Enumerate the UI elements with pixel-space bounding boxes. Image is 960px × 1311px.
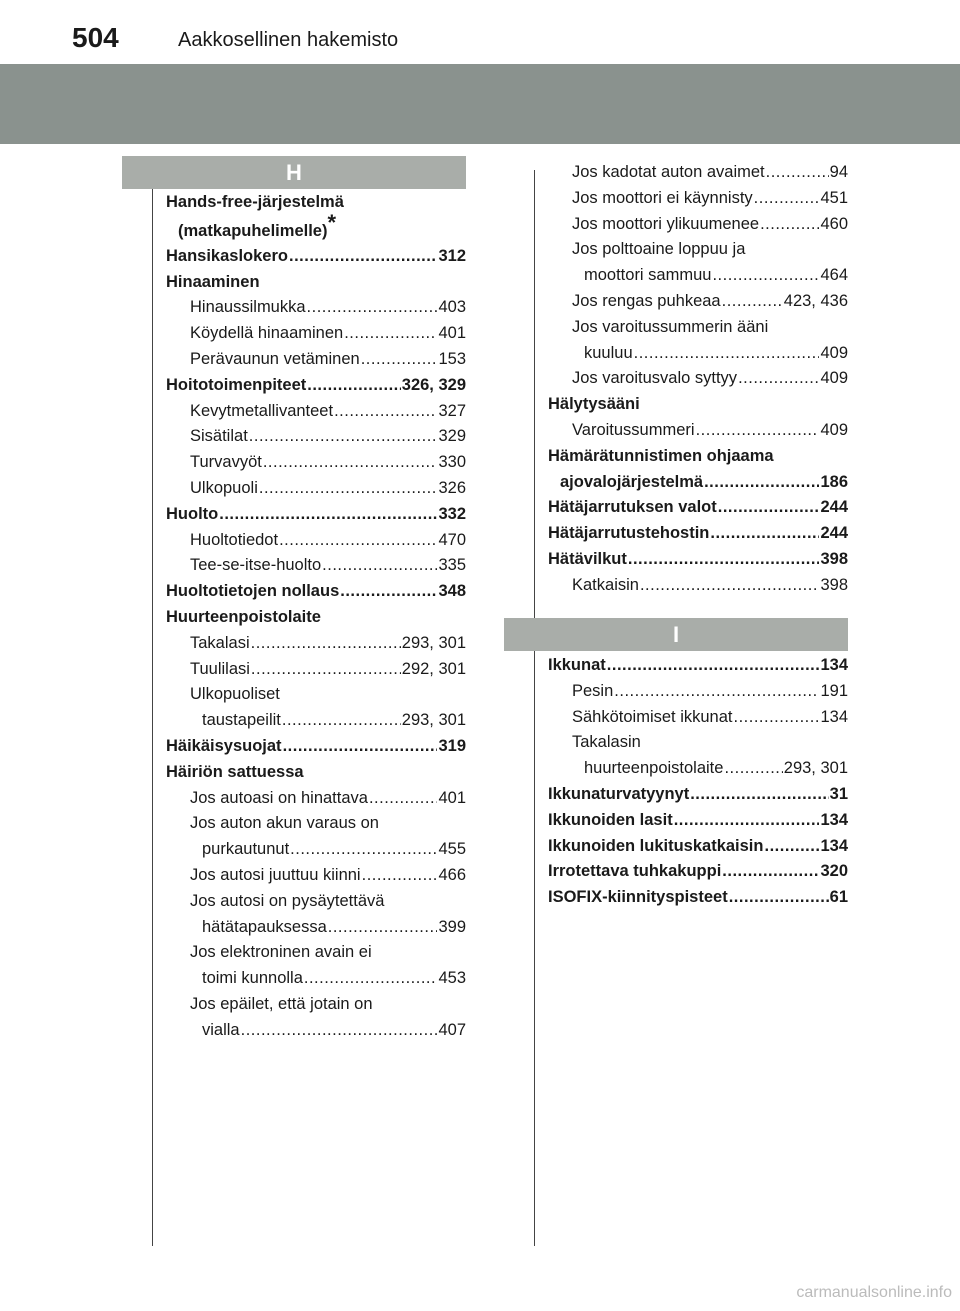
index-entry <box>548 315 848 341</box>
index-entry <box>166 940 466 966</box>
entry-pages: 409 <box>820 343 848 362</box>
entry-term: Hands-free-järjestelmä <box>166 193 344 211</box>
left-column-rule <box>152 186 153 1246</box>
index-entry <box>166 605 466 631</box>
index-entry <box>548 679 848 705</box>
right-column-rule <box>534 170 535 1246</box>
index-entry <box>548 392 848 418</box>
entry-term: huurteenpoistolaite <box>584 759 724 778</box>
entry-term: Takalasin <box>572 733 641 752</box>
index-entry <box>166 889 466 915</box>
entry-pages: 134 <box>820 656 848 674</box>
index-entry <box>548 885 848 911</box>
entry-term: Jos varoitussummerin ääni <box>572 317 769 336</box>
entry-term: Ikkunat <box>548 656 606 674</box>
index-entry <box>166 966 466 992</box>
right-index-column <box>548 160 848 599</box>
index-entry <box>166 863 466 889</box>
entry-pages: 134 <box>820 707 848 726</box>
entry-term: Hämärätunnistimen ohjaama <box>548 446 774 465</box>
page-number: 504 <box>72 22 119 53</box>
index-entry <box>166 450 466 476</box>
index-entry <box>548 834 848 860</box>
entry-pages: 320 <box>820 862 848 881</box>
index-entry <box>548 653 848 679</box>
index-entry <box>548 808 848 834</box>
entry-term: Varoitussummeri <box>572 420 695 439</box>
entry-term: Jos rengas puhkeaa <box>572 291 721 310</box>
index-entry <box>166 270 466 296</box>
right-index-column-i <box>548 653 848 911</box>
entry-pages: 401 <box>438 324 466 343</box>
entry-term: ISOFIX-kiinnityspisteet <box>548 888 728 907</box>
entry-term: Jos varoitusvalo syttyy <box>572 369 738 388</box>
entry-term: Huoltotiedot <box>190 530 279 549</box>
entry-pages: 326 <box>438 478 466 497</box>
entry-term: Kevytmetallivanteet <box>190 401 334 420</box>
index-entry <box>166 553 466 579</box>
index-entry <box>548 263 848 289</box>
entry-term: Ikkunaturvatyynyt <box>548 784 690 803</box>
asterisk-mark: * <box>327 209 337 235</box>
entry-pages: 460 <box>820 214 848 233</box>
index-entry <box>166 760 466 786</box>
entry-term: kuuluu <box>584 343 633 362</box>
index-entry <box>548 418 848 444</box>
index-entry <box>166 347 466 373</box>
entry-term: Sähkötoimiset ikkunat <box>572 707 733 726</box>
index-entry <box>548 160 848 186</box>
index-entry <box>166 786 466 812</box>
entry-term: Hoitotoimenpiteet <box>166 375 307 394</box>
index-entry <box>166 811 466 837</box>
entry-term: Hätäjarrutustehostin <box>548 524 710 543</box>
entry-term: Katkaisin <box>572 575 639 594</box>
entry-term: Hätävilkut <box>548 549 627 568</box>
entry-term: Hinaaminen <box>166 272 260 291</box>
entry-pages: 464 <box>820 266 848 285</box>
entry-term: ajovalojärjestelmä <box>560 472 704 491</box>
entry-pages: 403 <box>438 298 466 317</box>
index-entry <box>166 190 466 216</box>
entry-term: Ulkopuoli <box>190 478 258 497</box>
entry-pages: 455 <box>438 840 466 859</box>
entry-term: Hansikaslokero <box>166 246 288 265</box>
entry-term: Jos epäilet, että jotain on <box>190 994 373 1013</box>
index-entry <box>166 992 466 1018</box>
entry-term: (matkapuhelimelle)* <box>178 209 337 240</box>
section-header-i: I <box>504 618 848 651</box>
entry-term: vialla <box>202 1020 240 1039</box>
index-entry <box>166 915 466 941</box>
index-entry <box>166 399 466 425</box>
entry-pages: 409 <box>820 420 848 439</box>
index-entry <box>166 321 466 347</box>
entry-pages: 407 <box>438 1020 466 1039</box>
index-entry <box>166 373 466 399</box>
index-entry <box>166 295 466 321</box>
entry-pages: 326, 329 <box>401 375 466 394</box>
entry-pages: 292, 301 <box>401 659 466 678</box>
entry-term: Huolto <box>166 504 219 523</box>
entry-term: Jos auton akun varaus on <box>190 814 379 833</box>
entry-pages: 61 <box>829 888 848 907</box>
entry-term: Jos kadotat auton avaimet <box>572 163 765 181</box>
index-entry <box>548 756 848 782</box>
entry-pages: 330 <box>438 453 466 472</box>
entry-pages: 94 <box>829 163 848 181</box>
entry-term: Perävaunun vetäminen <box>190 349 360 368</box>
entry-pages: 453 <box>438 969 466 988</box>
entry-pages: 327 <box>438 401 466 420</box>
entry-term: Ikkunoiden lukituskatkaisin <box>548 836 764 855</box>
index-entry <box>166 708 466 734</box>
index-entry <box>166 657 466 683</box>
entry-term: Hälytysääni <box>548 395 640 414</box>
entry-pages: 332 <box>438 504 466 523</box>
entry-pages: 335 <box>438 556 466 575</box>
entry-pages: 312 <box>438 246 466 265</box>
entry-pages: 153 <box>438 349 466 368</box>
entry-pages: 398 <box>820 549 848 568</box>
entry-term: Ikkunoiden lasit <box>548 810 673 829</box>
entry-term: Jos moottori ei käynnisty <box>572 188 753 207</box>
index-entry <box>548 547 848 573</box>
index-entry <box>548 705 848 731</box>
index-entry <box>548 859 848 885</box>
entry-term: Ulkopuoliset <box>190 685 280 704</box>
entry-pages: 399 <box>438 917 466 936</box>
entry-term: Hinaussilmukka <box>190 298 306 317</box>
index-entry <box>548 782 848 808</box>
entry-term: toimi kunnolla <box>202 969 303 988</box>
entry-term: Jos polttoaine loppuu ja <box>572 240 746 259</box>
entry-pages: 293, 301 <box>401 711 466 730</box>
entry-term: Tee-se-itse-huolto <box>190 556 322 575</box>
entry-term: Sisätilat <box>190 427 248 446</box>
index-entry <box>166 734 466 760</box>
index-entry <box>548 730 848 756</box>
header-band <box>0 64 960 144</box>
entry-pages: 470 <box>438 530 466 549</box>
entry-term: Jos autosi on pysäytettävä <box>190 891 385 910</box>
entry-term: taustapeilit <box>202 711 281 730</box>
entry-pages: 134 <box>820 836 848 855</box>
entry-pages: 398 <box>820 575 848 594</box>
entry-term: Jos elektroninen avain ei <box>190 943 372 962</box>
entry-pages: 244 <box>820 524 848 543</box>
entry-term: Jos moottori ylikuumenee <box>572 214 760 233</box>
index-entry <box>166 476 466 502</box>
entry-term: Häiriön sattuessa <box>166 762 304 781</box>
entry-term: Hätäjarrutuksen valot <box>548 498 717 517</box>
entry-pages: 329 <box>438 427 466 446</box>
index-entry <box>548 237 848 263</box>
entry-pages: 451 <box>820 188 848 207</box>
entry-term: hätätapauksessa <box>202 917 327 936</box>
index-entry <box>166 528 466 554</box>
index-entry <box>166 631 466 657</box>
entry-pages: 409 <box>820 369 848 388</box>
index-entry <box>548 444 848 470</box>
index-entry <box>548 186 848 212</box>
index-entry <box>548 495 848 521</box>
entry-pages: 293, 301 <box>783 759 848 778</box>
entry-pages: 134 <box>820 810 848 829</box>
entry-pages: 293, 301 <box>401 633 466 652</box>
entry-pages: 423, 436 <box>783 291 848 310</box>
entry-term: Turvavyöt <box>190 453 262 472</box>
section-header-h: H <box>122 156 466 189</box>
entry-term: Köydellä hinaaminen <box>190 324 344 343</box>
entry-term: Huurteenpoistolaite <box>166 607 321 626</box>
entry-term: Pesin <box>572 681 614 700</box>
entry-term: Jos autosi juuttuu kiinni <box>190 865 361 884</box>
index-entry <box>548 521 848 547</box>
entry-term: Tuulilasi <box>190 659 250 678</box>
left-index-column <box>166 190 466 1044</box>
index-entry <box>548 470 848 496</box>
index-entry <box>548 212 848 238</box>
entry-term: purkautunut <box>202 840 290 859</box>
index-entry <box>166 1018 466 1044</box>
entry-pages: 466 <box>438 865 466 884</box>
index-entry <box>548 341 848 367</box>
index-entry <box>166 424 466 450</box>
index-entry <box>548 289 848 315</box>
index-entry <box>166 579 466 605</box>
index-entry <box>166 209 466 244</box>
entry-term: moottori sammuu <box>584 266 712 285</box>
entry-term: Takalasi <box>190 633 250 652</box>
index-entry <box>166 244 466 270</box>
footer-watermark: carmanualsonline.info <box>796 1284 952 1301</box>
index-entry <box>166 837 466 863</box>
index-entry <box>548 366 848 392</box>
entry-pages: 244 <box>820 498 848 517</box>
entry-pages: 31 <box>829 784 848 803</box>
entry-pages: 348 <box>438 582 466 601</box>
entry-pages: 186 <box>820 472 848 491</box>
index-entry <box>166 502 466 528</box>
index-entry <box>548 573 848 599</box>
index-entry <box>166 682 466 708</box>
entry-term: Huoltotietojen nollaus <box>166 582 340 601</box>
entry-term: Häikäisysuojat <box>166 736 282 755</box>
entry-pages: 319 <box>438 736 466 755</box>
entry-term: Jos autoasi on hinattava <box>190 788 368 807</box>
entry-pages: 401 <box>438 788 466 807</box>
entry-pages: 191 <box>820 681 848 700</box>
page-title: Aakkosellinen hakemisto <box>178 29 399 51</box>
entry-term: Irrotettava tuhkakuppi <box>548 862 722 881</box>
